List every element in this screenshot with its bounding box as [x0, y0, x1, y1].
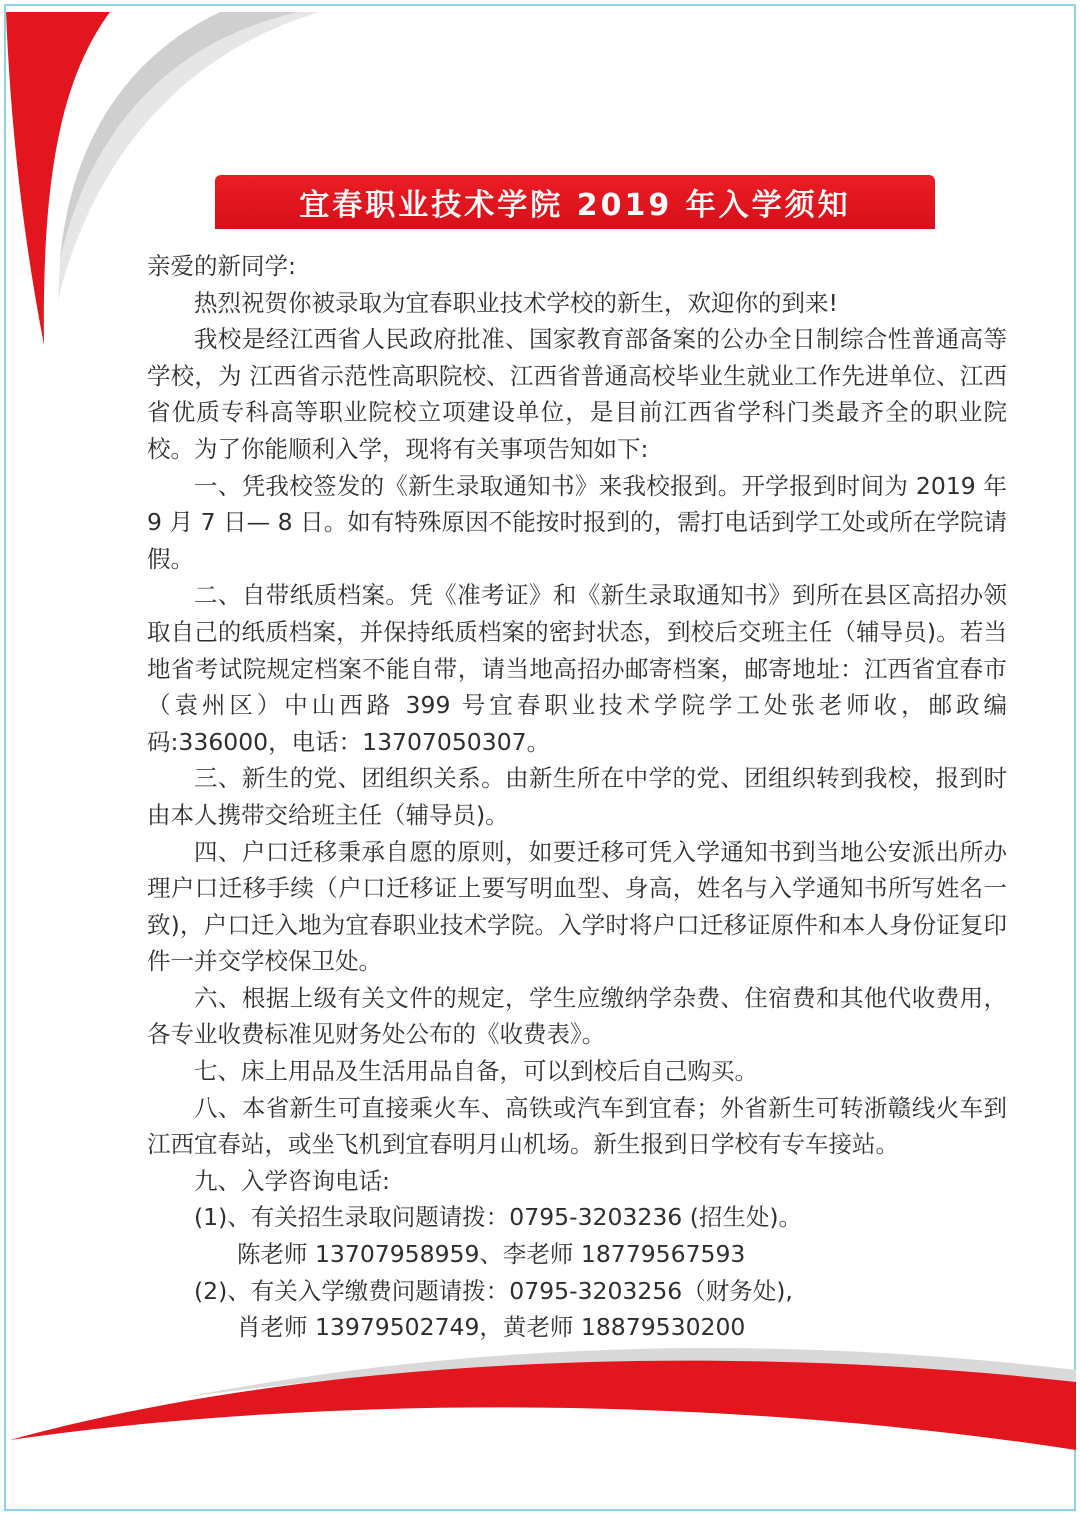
consult-item-admission: (1)、有关招生录取问题请拨：0795-3203236 (招生处)。	[194, 1203, 803, 1232]
paragraph: 四、户口迁移秉承自愿的原则，如要迁移可凭入学通知书到当地公安派出所办理户口迁移手续（户口迁移证上要写明血型、身高，姓名与入学通知书所写姓名一致)，户口迁入地为宜春职业技术学院。入学时将户口迁移证原件和本人身份证复印件一并交学校保卫处。	[147, 837, 1007, 976]
paragraph: 六、根据上级有关文件的规定，学生应缴纳学杂费、住宿费和其他代收费用，各专业收费标准见财务处公布的《收费表》。	[147, 983, 1007, 1049]
paragraph: 我校是经江西省人民政府批准、国家教育部备案的公办全日制综合性普通高等学校，为 江西省示范性高职院校、江西省普通高校毕业生就业工作先进单位、江西省优质专科高等职业院校立项建设单位，是目前江西省学科门类最齐全的职业院校。为了你能顺利入学，现将有关事项告知如下:	[147, 325, 1007, 463]
notice-body	[147, 248, 1007, 1346]
paragraph: 七、床上用品及生活用品自备，可以到校后自己购买。	[194, 1057, 758, 1086]
bottom-red-swoosh	[10, 1361, 1076, 1450]
greeting: 亲爱的新同学:	[147, 252, 296, 280]
paragraph: 一、凭我校签发的《新生录取通知书》来我校报到。开学报到时间为 2019 年 9 月 7 日— 8 日。如有特殊原因不能按时报到的，需打电话到学工处或所在学院请假。	[147, 471, 1007, 573]
consult-heading: 九、入学咨询电话:	[194, 1166, 390, 1195]
page-title: 宜春职业技术学院 2019 年入学须知	[299, 188, 851, 223]
consult-item-payment: (2)、有关入学缴费问题请拨：0795-3203256（财务处),	[194, 1276, 793, 1305]
paragraph: 热烈祝贺你被录取为宜春职业技术学校的新生，欢迎你的到来!	[194, 288, 838, 317]
paragraph: 三、新生的党、团组织关系。由新生所在中学的党、团组织转到我校，报到时由本人携带交给班主任（辅导员)。	[147, 764, 1007, 829]
paragraph: 八、本省新生可直接乘火车、高铁或汽车到宜春；外省新生可转浙赣线火车到江西宜春站，或坐飞机到宜春明月山机场。新生报到日学校有专车接站。	[147, 1093, 1007, 1159]
consult-contacts-admission: 陈老师 13707958959、李老师 18779567593	[237, 1240, 746, 1269]
title-banner	[215, 175, 935, 229]
consult-contacts-payment: 肖老师 13979502749，黄老师 18879530200	[237, 1313, 746, 1342]
paragraph: 二、自带纸质档案。凭《准考证》和《新生录取通知书》到所在县区高招办领取自己的纸质档案，并保持纸质档案的密封状态，到校后交班主任（辅导员)。若当地省考试院规定档案不能自带，请当地高招办邮寄档案，邮寄地址：江西省宜春市（袁州区）中山西路 399 号宜春职业技术学院学工处张老师收，邮政编码:336000，电话：13707050307。	[147, 581, 1007, 756]
